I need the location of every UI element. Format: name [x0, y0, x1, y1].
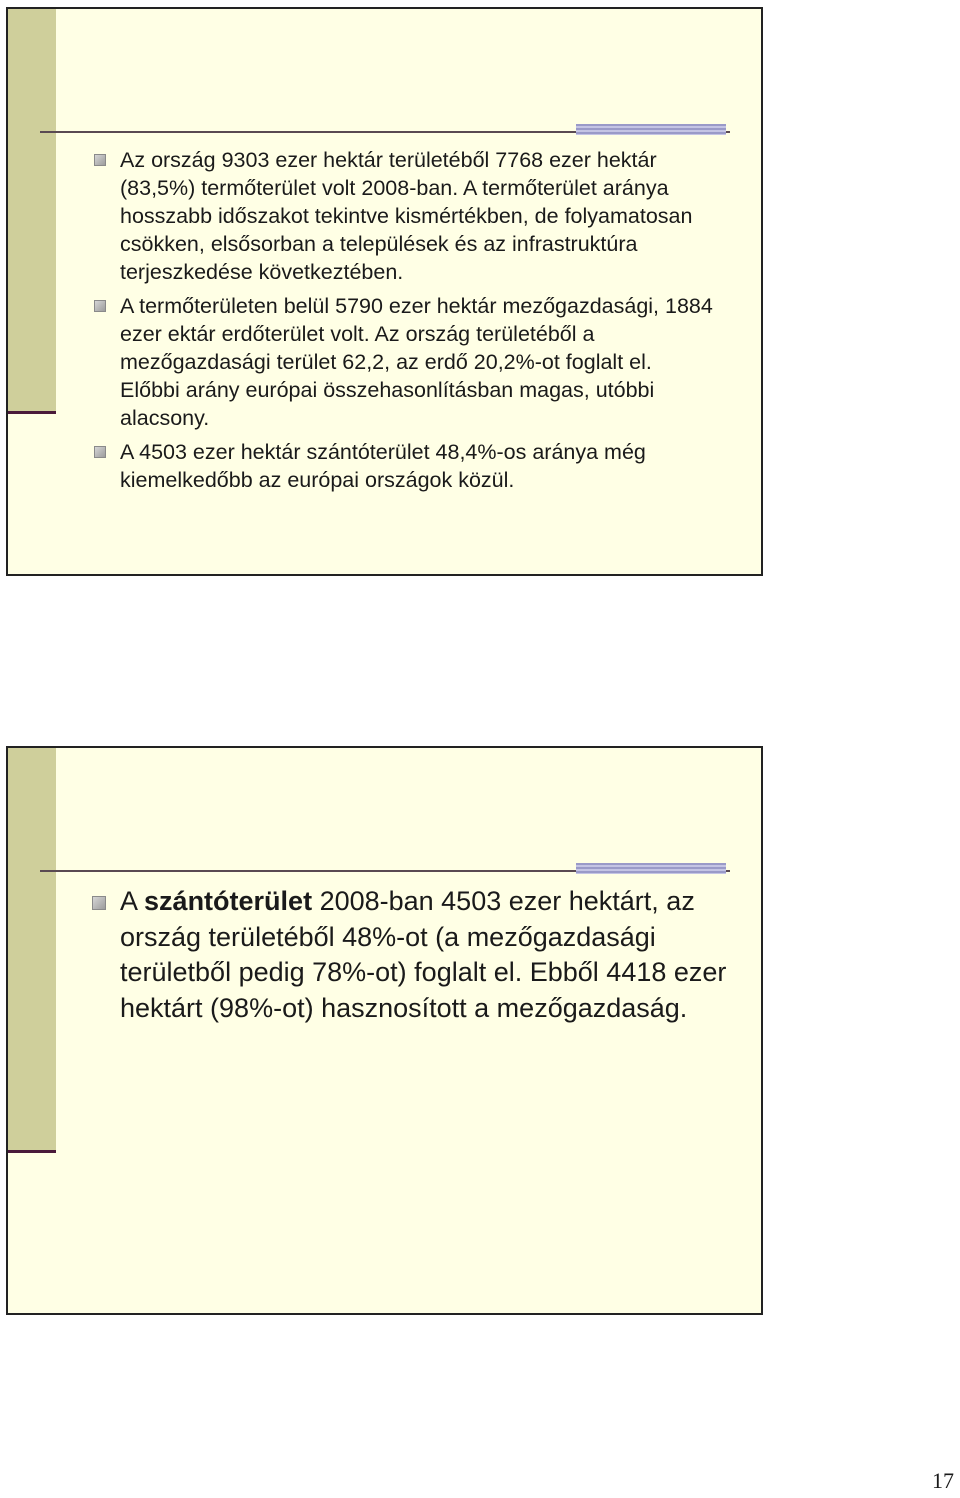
- bullet-text: A termőterületen belül 5790 ezer hektár mezőgazdasági, 1884 ezer ektár erdőterület volt. Az ország területéből a mezőgazdasági terület 62,2, az erdő 20,2%-ot foglalt el. Előbbi arány európai összehasonlításban magas, utóbbi alacsony.: [120, 294, 713, 430]
- square-bullet-icon: [94, 300, 106, 312]
- page-number: 17: [932, 1468, 954, 1493]
- bullet-text-suffix: 2008-ban 4503 ezer hektárt, az ország területéből 48%-ot (a mezőgazdasági területből pedig 78%-ot) foglalt el. Ebből 4418 ezer hektárt (98%-ot) hasznosított a mezőgazdaság.: [120, 886, 727, 1023]
- bullet-list: [94, 146, 714, 500]
- decorative-stripe-bar: [576, 863, 726, 874]
- decorative-stripe-bar: [576, 124, 726, 135]
- slide-1: [6, 7, 763, 576]
- bullet-text-prefix: A: [120, 886, 145, 916]
- bullet-text: Az ország 9303 ezer hektár területéből 7768 ezer hektár (83,5%) termőterület volt 2008-ban. A termőterület aránya hosszabb időszakot tekintve kismértékben, de folyamatosan csökken, elsősorban a települések és az infrastruktúra terjeszkedése következtében.: [120, 148, 693, 284]
- slide-2: [6, 746, 763, 1315]
- slide-side-bar: [8, 748, 56, 1150]
- bullet-item: [94, 438, 714, 494]
- bullet-item: [94, 292, 714, 432]
- bullet-text-bold: szántóterület: [144, 886, 313, 916]
- bullet-text: [120, 886, 726, 1023]
- bullet-text: A 4503 ezer hektár szántóterület 48,4%-os aránya még kiemelkedőbb az európai országok közül.: [120, 440, 646, 492]
- bullet-item: [94, 884, 734, 1026]
- square-bullet-icon: [94, 154, 106, 166]
- square-bullet-icon: [92, 896, 106, 910]
- slide-side-bar: [8, 9, 56, 411]
- bullet-list: [94, 884, 734, 1026]
- slide-side-accent: [8, 411, 56, 414]
- slide-side-accent: [8, 1150, 56, 1153]
- bullet-item: [94, 146, 714, 286]
- square-bullet-icon: [94, 446, 106, 458]
